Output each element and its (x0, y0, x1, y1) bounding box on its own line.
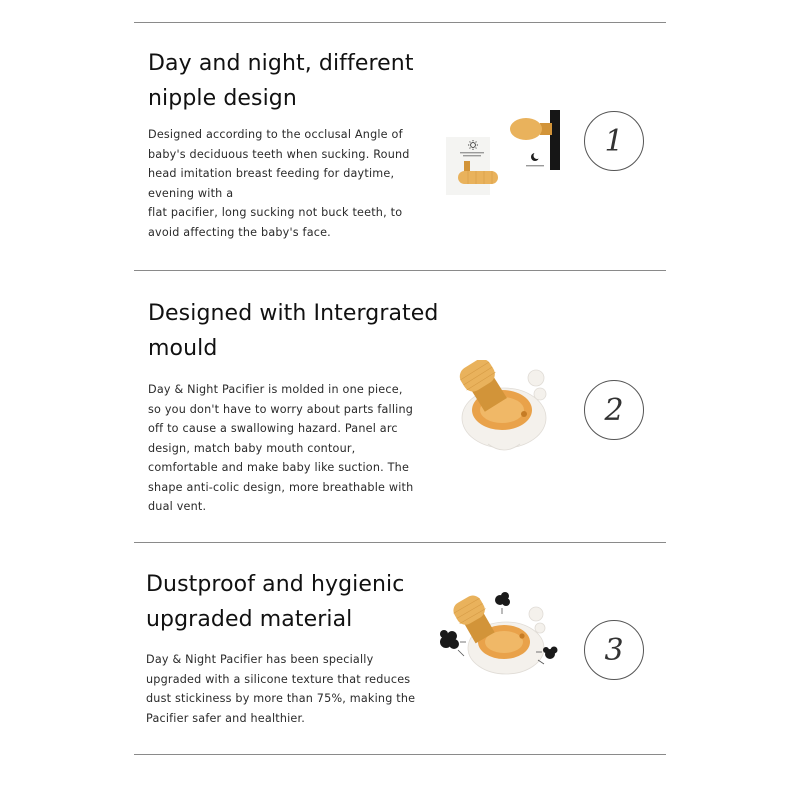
night-shield (550, 110, 560, 170)
section-title (148, 46, 414, 116)
step-number: 3 (604, 632, 624, 668)
dust-particle-icon (495, 592, 510, 606)
description-line: Pacifier safer and healthier. (146, 711, 306, 725)
section-description (148, 125, 410, 242)
dust-particle-icon (543, 647, 558, 660)
dustproof-pacifier-illustration (432, 588, 562, 688)
description-line: Day & Night Pacifier has been specially (146, 653, 374, 666)
section-description (148, 380, 413, 517)
step-number-circle (584, 111, 644, 171)
description-line: shape anti-colic design, more breathable with (148, 480, 414, 494)
day-night-nipple-illustration (440, 105, 570, 200)
moon-icon (531, 152, 541, 161)
description-line: avoid affecting the baby's face. (148, 225, 331, 239)
pacifier-illustration (448, 360, 558, 460)
description-line: upgraded with a silicone texture that reduces (146, 672, 411, 686)
description-line: baby's deciduous teeth when sucking. Round (148, 147, 410, 161)
section-title (148, 296, 439, 366)
title-line: Designed with Intergrated (148, 301, 439, 326)
divider (134, 22, 666, 23)
description-line: flat pacifier, long sucking not buck teeth, to (148, 206, 403, 219)
description-line: Designed according to the occlusal Angle of (148, 128, 403, 141)
dust-particle-icon (440, 630, 459, 649)
description-line: dual vent. (148, 500, 207, 513)
divider (134, 754, 666, 755)
night-nipple (510, 118, 542, 140)
title-line: Dustproof and hygienic (146, 572, 405, 597)
description-line: comfortable and make baby like suction. The (148, 461, 410, 474)
description-line: design, match baby mouth contour, (148, 441, 356, 455)
section-description (146, 650, 415, 728)
divider (134, 542, 666, 543)
description-line: off to cause a swallowing hazard. Panel arc (148, 422, 398, 435)
step-number-circle (584, 620, 644, 680)
step-number-circle (584, 380, 644, 440)
step-number: 1 (604, 123, 624, 159)
title-line: Day and night, different (148, 51, 414, 76)
description-line: so you don't have to worry about parts falling (148, 402, 414, 416)
title-line: upgraded material (146, 607, 353, 632)
description-line: dust stickiness by more than 75%, making the (146, 692, 416, 705)
title-line: mould (148, 336, 218, 361)
description-line: head imitation breast feeding for daytime, (148, 167, 395, 180)
description-line: Day & Night Pacifier is molded in one piece, (148, 383, 403, 396)
description-line: evening with a (148, 186, 234, 200)
title-line: nipple design (148, 86, 297, 111)
section-title (146, 567, 404, 637)
step-number: 2 (604, 392, 624, 428)
divider (134, 270, 666, 271)
